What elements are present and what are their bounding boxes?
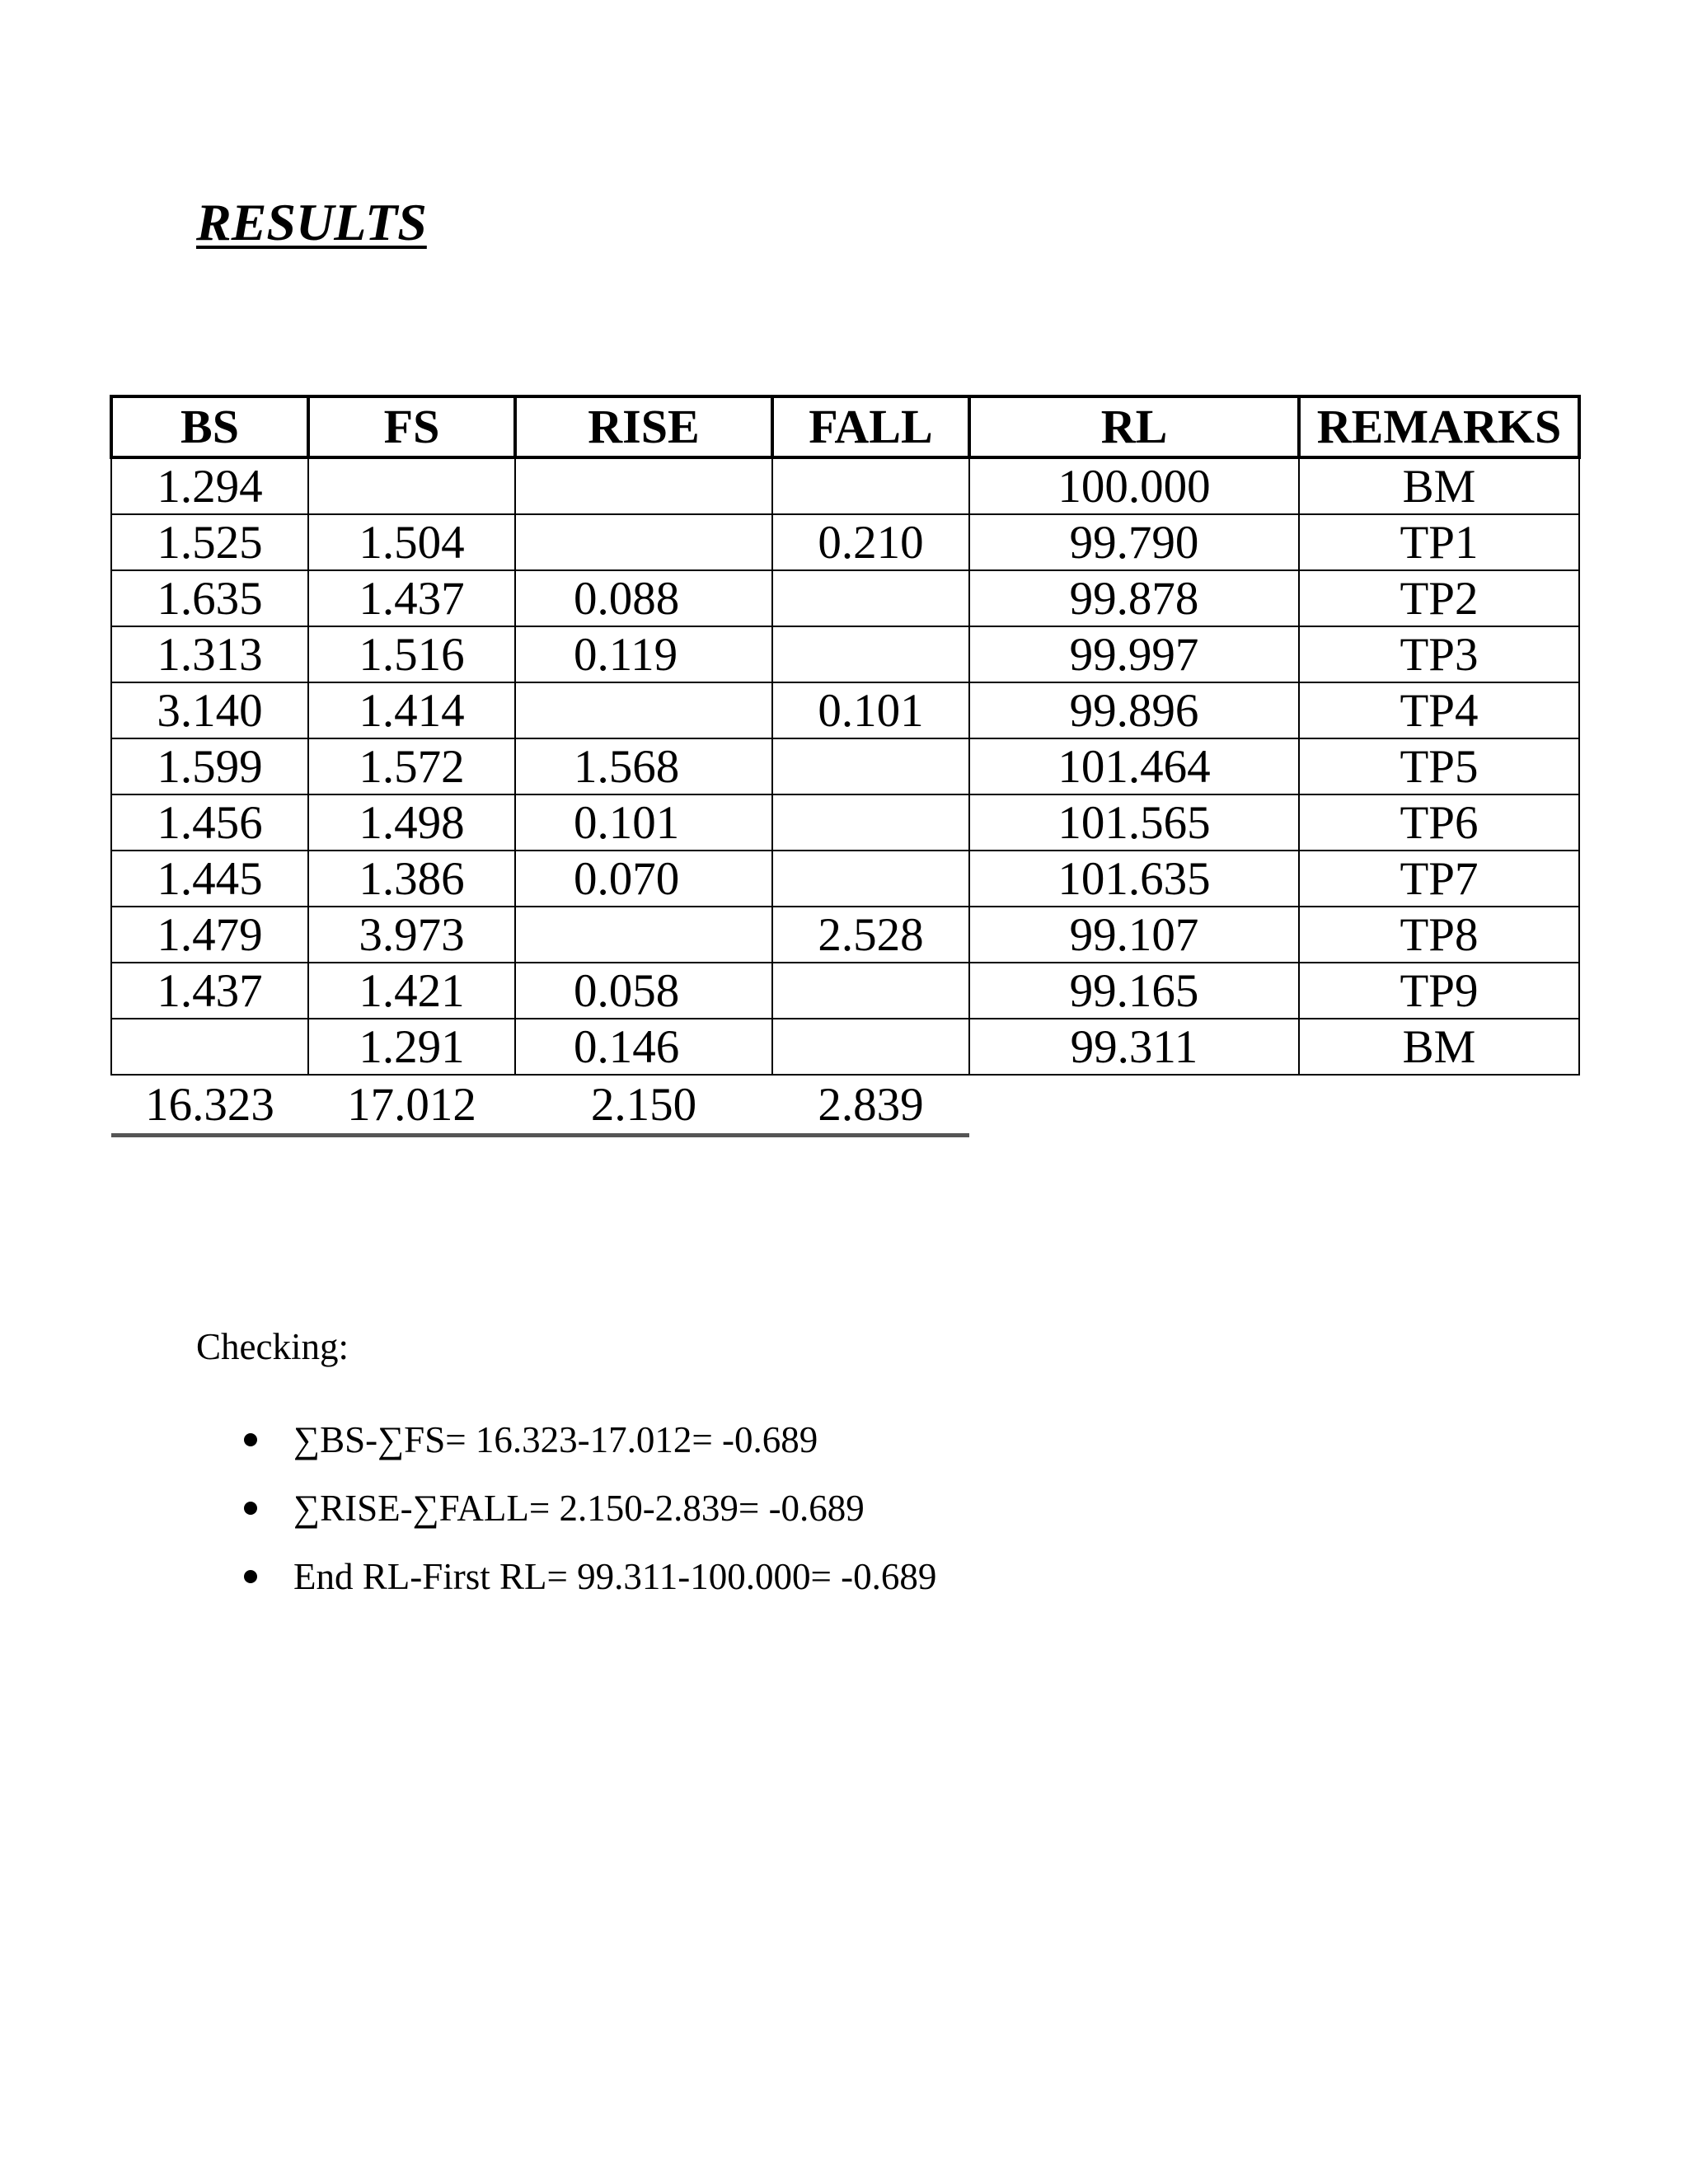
checking-label: Checking: [196,1326,349,1367]
total-bs: 16.323 [111,1075,308,1136]
table-row [111,907,1579,963]
table-row [111,1019,1579,1075]
cell-remarks: TP9 [1299,963,1579,1019]
check-item-bs-fs [244,1419,936,1490]
header-fall: FALL [772,396,969,457]
table-row [111,963,1579,1019]
bullet-icon [244,1502,257,1515]
cell-rl: 101.635 [969,851,1299,907]
cell-fall [772,626,969,682]
cell-rl: 101.464 [969,738,1299,794]
empty-cell [1299,1075,1579,1136]
cell-bs: 1.294 [111,457,308,514]
header-rl: RL [969,396,1299,457]
cell-remarks: TP1 [1299,514,1579,570]
cell-bs: 1.635 [111,570,308,626]
cell-bs: 1.456 [111,794,308,851]
cell-fs: 1.504 [308,514,515,570]
cell-fall [772,457,969,514]
page-title: RESULTS [196,193,427,251]
cell-fall [772,570,969,626]
cell-fs: 1.386 [308,851,515,907]
cell-rise [515,907,772,963]
total-fs: 17.012 [308,1075,515,1136]
cell-fs: 1.572 [308,738,515,794]
totals-row [111,1075,1579,1136]
check-item-rl [244,1558,936,1627]
cell-remarks: TP6 [1299,794,1579,851]
cell-remarks: TP4 [1299,682,1579,738]
cell-rise: 0.146 [515,1019,772,1075]
table-row [111,626,1579,682]
cell-fs: 3.973 [308,907,515,963]
cell-rl: 99.107 [969,907,1299,963]
table-row [111,457,1579,514]
cell-rise: 0.088 [515,570,772,626]
cell-fs: 1.498 [308,794,515,851]
cell-rise: 0.119 [515,626,772,682]
total-fall: 2.839 [772,1075,969,1136]
cell-fs: 1.421 [308,963,515,1019]
cell-rl: 100.000 [969,457,1299,514]
header-rise: RISE [515,396,772,457]
bullet-icon [244,1433,257,1446]
cell-bs: 1.525 [111,514,308,570]
header-fs: FS [308,396,515,457]
cell-fall [772,738,969,794]
cell-remarks: BM [1299,457,1579,514]
cell-fs: 1.516 [308,626,515,682]
cell-rl: 99.997 [969,626,1299,682]
cell-rl: 99.790 [969,514,1299,570]
results-table [110,395,1581,1137]
table-row [111,514,1579,570]
cell-rise [515,514,772,570]
cell-remarks: TP3 [1299,626,1579,682]
cell-remarks: TP7 [1299,851,1579,907]
cell-rise: 0.058 [515,963,772,1019]
table-body [111,457,1579,1136]
empty-cell [969,1075,1299,1136]
cell-bs [111,1019,308,1075]
cell-bs: 1.313 [111,626,308,682]
cell-bs: 1.445 [111,851,308,907]
cell-fall: 0.210 [772,514,969,570]
cell-remarks: BM [1299,1019,1579,1075]
cell-rl: 99.878 [969,570,1299,626]
cell-rl: 99.896 [969,682,1299,738]
cell-rl: 101.565 [969,794,1299,851]
cell-fs [308,457,515,514]
cell-remarks: TP2 [1299,570,1579,626]
cell-bs: 1.599 [111,738,308,794]
cell-fall [772,794,969,851]
cell-bs: 1.479 [111,907,308,963]
cell-fs: 1.291 [308,1019,515,1075]
check-text: End RL-First RL= 99.311-100.000= -0.689 [293,1556,937,1597]
cell-fall [772,963,969,1019]
cell-fall: 0.101 [772,682,969,738]
check-text: ∑RISE-∑FALL= 2.150-2.839= -0.689 [293,1488,865,1529]
table-row [111,570,1579,626]
cell-bs: 1.437 [111,963,308,1019]
cell-rl: 99.311 [969,1019,1299,1075]
header-bs: BS [111,396,308,457]
bullet-icon [244,1570,257,1583]
cell-rise: 0.070 [515,851,772,907]
cell-fall [772,1019,969,1075]
cell-remarks: TP8 [1299,907,1579,963]
table-row [111,682,1579,738]
table-row [111,794,1579,851]
check-text: ∑BS-∑FS= 16.323-17.012= -0.689 [293,1419,818,1460]
cell-remarks: TP5 [1299,738,1579,794]
header-remarks: REMARKS [1299,396,1579,457]
cell-rise: 1.568 [515,738,772,794]
table-row [111,851,1579,907]
cell-rise [515,682,772,738]
table-header [111,396,1579,457]
total-rise: 2.150 [515,1075,772,1136]
header-row [111,396,1579,457]
cell-fs: 1.437 [308,570,515,626]
cell-rise [515,457,772,514]
cell-fall [772,851,969,907]
cell-bs: 3.140 [111,682,308,738]
cell-fall: 2.528 [772,907,969,963]
checking-list [244,1419,937,1627]
cell-fs: 1.414 [308,682,515,738]
check-item-rise-fall [244,1490,936,1558]
cell-rise: 0.101 [515,794,772,851]
table-row [111,738,1579,794]
cell-rl: 99.165 [969,963,1299,1019]
